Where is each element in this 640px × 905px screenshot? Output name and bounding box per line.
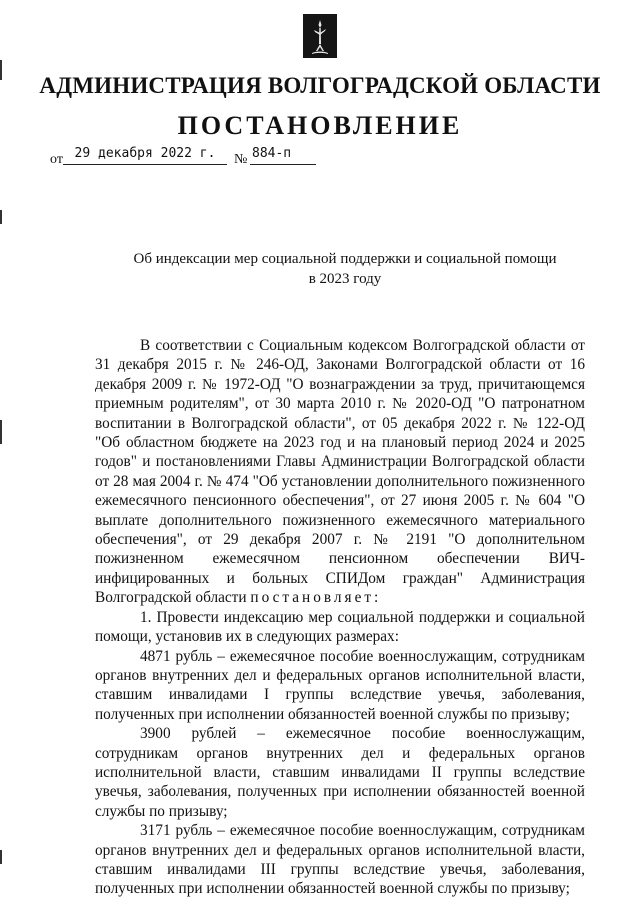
subject-line-1: Об индексации мер социальной поддержки и социальной помощи [133,251,557,267]
organization-title: АДМИНИСТРАЦИЯ ВОЛГОГРАДСКОЙ ОБЛАСТИ [39,73,601,98]
scan-edge-mark [0,420,2,444]
dateline [0,146,640,168]
scan-edge-mark [0,60,2,80]
scan-edge-mark [0,850,2,864]
item-1-paragraph: 1. Провести индексацию мер социальной поддержки и социальной помощи, установив их в следующих размерах: [95,608,585,646]
resolves-text: постановляет: [250,589,382,607]
preamble-text: В соответствии с Социальным кодексом Волгоградской области от 31 декабря 2015 г. № 246-ОД, Законами Волгоградской области от 16 декабря 2009 г. № 1972-ОД "О вознаграждении за труд, причитающемся приемным родителям", от 30 марта 2010 г. № 2020-ОД "О патронатном воспитании в Волгоградской области", от 05 декабря 2022 г. № 122-ОД "Об областном бюджете на 2023 год и на плановый период 2024 и 2025 годов" и постановлениями Главы Администрации Волгоградской области от 28 мая 2004 г. № 474 "Об установлении дополнительного пожизненного ежемесячного пенсионного обеспечения", от 27 июня 2005 г. № 604 "О выплате дополнительного пожизненного ежемесячного материального обеспечения", от 29 декабря 2007 г. № 2191 "О дополнительном пожизненном ежемесячном пенсионном обеспечении ВИЧ-инфицированных и больных СПИДом граждан" Администрация Волгоградской области [95,337,585,607]
coat-of-arms-icon [303,14,337,58]
group-3-paragraph: 3171 рубль – ежемесячное пособие военнослужащим, сотрудникам органов внутренних дел и федеральных органов исполнительной власти, ставшим инвалидами III группы вследствие увечья, заболевания, полученных при исполнении обязанностей военной службы по призыву; [95,822,585,898]
date-prefix: от [50,152,63,167]
document-type: ПОСТАНОВЛЕНИЕ [177,111,463,140]
document-number: 884-п [250,146,316,165]
number-prefix: № [234,152,248,167]
document-subject [95,249,595,289]
document-date: 29 декабря 2022 г. [63,146,227,165]
group-1-paragraph: 4871 рубль – ежемесячное пособие военнослужащим, сотрудникам органов внутренних дел и федеральных органов исполнительной власти, ставшим инвалидами I группы вследствие увечья, заболевания, полученных при исполнении обязанностей военной службы по призыву; [95,647,585,723]
document-body [95,336,585,899]
group-2-paragraph: 3900 рублей – ежемесячное пособие военнослужащим, сотрудникам органов внутренних дел и федеральных органов исполнительной власти, ставшим инвалидами II группы вследствие увечья, заболевания, полученных при исполнении обязанностей военной службы по призыву; [95,725,585,820]
preamble-paragraph [95,336,585,608]
subject-line-2: в 2023 году [308,271,382,287]
scan-edge-mark [0,210,2,224]
